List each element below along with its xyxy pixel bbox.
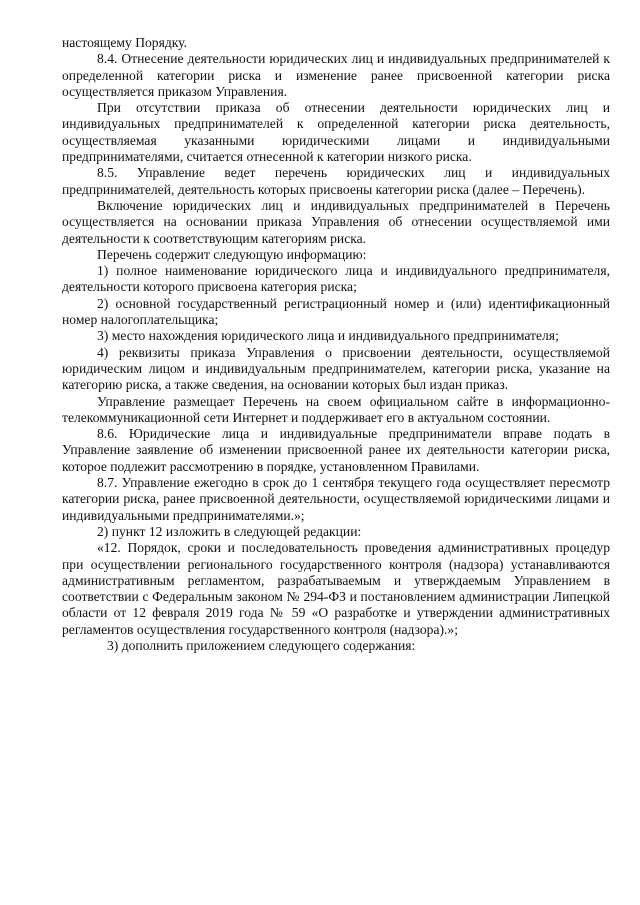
paragraph-8-7: 8.7. Управление ежегодно в срок до 1 сентября текущего года осуществляет пересмотр категории риска, ранее присвоенной деятельности, осуществляемой юридическими лицами и индивидуальными предпринимателями.»;	[62, 475, 610, 523]
list-item-2: 2) основной государственный регистрационный номер и (или) идентификационный номер налогоплательщика;	[62, 295, 610, 328]
list-item-4: 4) реквизиты приказа Управления о присвоении деятельности, осуществляемой юридическим лицом и индивидуальным предпринимателем, категории риска, указание на категорию риска, а также сведения, на основании которых был издан приказ.	[62, 344, 610, 393]
paragraph-12: «12. Порядок, сроки и последовательность проведения административных процедур при осуществлении регионального государственного контроля (надзора) устанавливаются административным регламентом, разрабатываемым и утверждаемым Управлением в соответствии с Федеральным законом № 294-ФЗ и постановлением администрации Липецкой области от 12 февраля 2019 года № 59 «О разработке и утверждении административных регламентов осуществления государственного контроля (надзора).»;	[62, 540, 610, 637]
paragraph-continuation: настоящему Порядку.	[62, 35, 188, 50]
paragraph-amendment-2: 2) пункт 12 изложить в следующей редакции:	[97, 523, 362, 539]
list-item-1: 1) полное наименование юридического лица и индивидуального предпринимателя, деятельности которого присвоена категория риска;	[62, 263, 610, 295]
paragraph-inclusion: Включение юридических лиц и индивидуальных предпринимателей в Перечень осуществляется на основании приказа Управления об отнесении осуществляемой ими деятельности к соответствующим категориям риска.	[62, 197, 610, 246]
paragraph-publication: Управление размещает Перечень на своем официальном сайте в информационно-телекоммуникационной сети Интернет и поддерживает его в актуальном состоянии.	[62, 393, 610, 425]
paragraph-8-6: 8.6. Юридические лица и индивидуальные предприниматели вправе подать в Управление заявление об изменении присвоенной ранее их деятельности категории риска, которое подлежит рассмотрению в порядке, установленном Правилами.	[62, 426, 610, 474]
list-item-3: 3) место нахождения юридического лица и индивидуального предпринимателя;	[97, 328, 559, 344]
paragraph-8-5: 8.5. Управление ведет перечень юридических лиц и индивидуальных предпринимателей, деятельность которых присвоены категории риска (далее – Перечень).	[62, 165, 610, 197]
document-page	[62, 35, 610, 654]
paragraph-list-intro: Перечень содержит следующую информацию:	[97, 246, 367, 262]
paragraph-no-order: При отсутствии приказа об отнесении деятельности юридических лиц и индивидуальных предпринимателей к определенной категории риска деятельность, осуществляемая указанными юридическими лицами и индивидуальными предпринимателями, считается отнесенной к категории низкого риска.	[62, 100, 610, 165]
paragraph-amendment-3: 3) дополнить приложением следующего содержания:	[107, 637, 416, 653]
paragraph-8-4: 8.4. Отнесение деятельности юридических лиц и индивидуальных предпринимателей к определенной категории риска и изменение ранее присвоенной категории риска осуществляется приказом Управления.	[62, 51, 610, 99]
